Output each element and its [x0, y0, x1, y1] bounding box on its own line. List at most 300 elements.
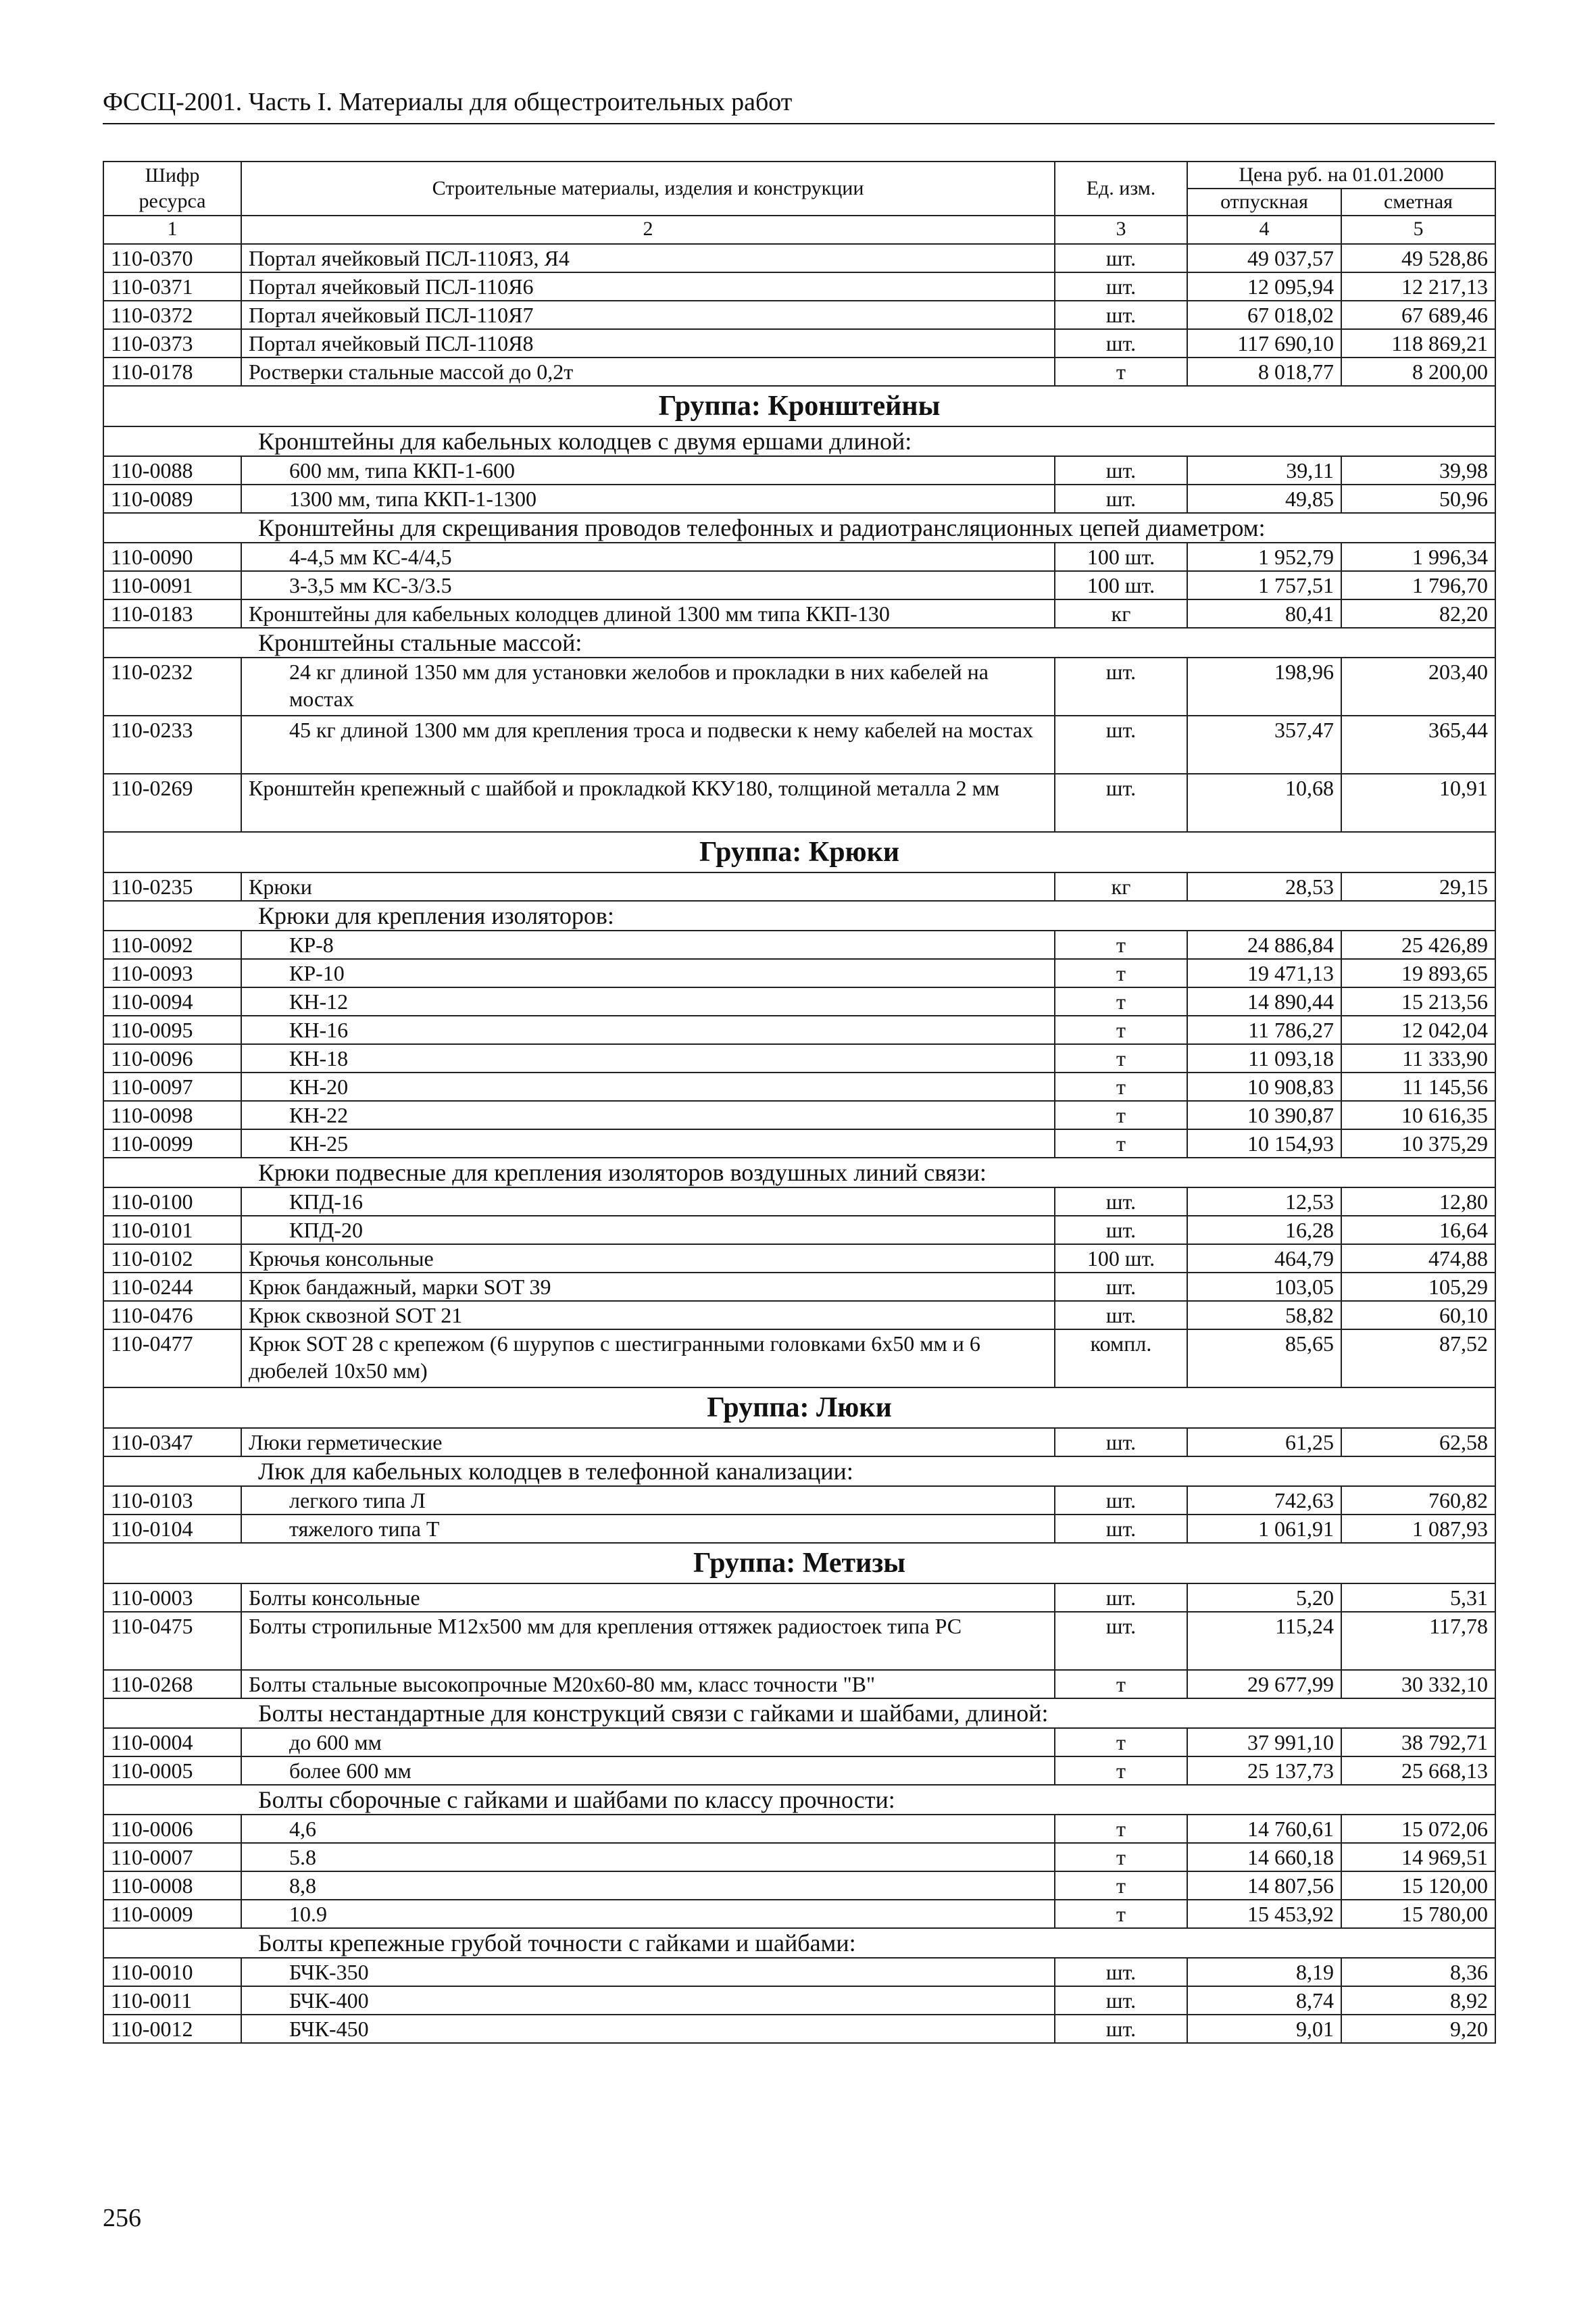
estimate-price: 10 375,29 [1341, 1129, 1495, 1158]
material-name: 5.8 [241, 1843, 1055, 1871]
group-heading-row [103, 1387, 1495, 1428]
resource-code: 110-0091 [103, 571, 241, 599]
estimate-price: 12 217,13 [1341, 272, 1495, 301]
unit-of-measure: т [1055, 1101, 1187, 1129]
release-price: 12,53 [1187, 1187, 1341, 1216]
material-name: Кронштейн крепежный с шайбой и прокладкой ККУ180, толщиной металла 2 мм [241, 774, 1055, 832]
estimate-price: 1 996,34 [1341, 543, 1495, 571]
table-row [103, 1958, 1495, 1986]
header-price-group: Цена руб. на 01.01.2000 [1187, 162, 1495, 189]
header-price-release: отпускная [1187, 189, 1341, 216]
unit-of-measure: шт. [1055, 2015, 1187, 2043]
unit-of-measure: т [1055, 1129, 1187, 1158]
material-name: Портал ячейковый ПСЛ-110Я8 [241, 329, 1055, 358]
resource-code: 110-0373 [103, 329, 241, 358]
table-row [103, 1129, 1495, 1158]
table-row [103, 599, 1495, 628]
resource-code: 110-0101 [103, 1216, 241, 1244]
estimate-price: 8,92 [1341, 1986, 1495, 2015]
material-name: БЧК-350 [241, 1958, 1055, 1986]
resource-code: 110-0011 [103, 1986, 241, 2015]
release-price: 1 061,91 [1187, 1515, 1341, 1543]
estimate-price: 1 087,93 [1341, 1515, 1495, 1543]
unit-of-measure: т [1055, 1728, 1187, 1756]
material-name: 4,6 [241, 1815, 1055, 1843]
material-name: Болты стропильные М12х500 мм для крепления оттяжек радиостоек типа РС [241, 1612, 1055, 1670]
estimate-price: 1 796,70 [1341, 571, 1495, 599]
estimate-price: 105,29 [1341, 1273, 1495, 1301]
unit-of-measure: шт. [1055, 1986, 1187, 2015]
estimate-price: 12,80 [1341, 1187, 1495, 1216]
material-name: КПД-20 [241, 1216, 1055, 1244]
table-row [103, 456, 1495, 485]
estimate-price: 38 792,71 [1341, 1728, 1495, 1756]
header-name: Строительные материалы, изделия и конструкции [241, 162, 1055, 216]
table-row [103, 1216, 1495, 1244]
estimate-price: 760,82 [1341, 1486, 1495, 1515]
resource-code: 110-0089 [103, 485, 241, 513]
unit-of-measure: т [1055, 987, 1187, 1016]
release-price: 115,24 [1187, 1612, 1341, 1670]
column-number: 2 [241, 216, 1055, 244]
table-row [103, 1044, 1495, 1073]
resource-code: 110-0097 [103, 1073, 241, 1101]
table-row [103, 1843, 1495, 1871]
header-rule [103, 123, 1495, 124]
unit-of-measure: 100 шт. [1055, 543, 1187, 571]
release-price: 61,25 [1187, 1428, 1341, 1456]
table-row [103, 1670, 1495, 1698]
material-name: Крючья консольные [241, 1244, 1055, 1273]
resource-code: 110-0268 [103, 1670, 241, 1698]
group-heading: Группа: Люки [103, 1387, 1495, 1428]
estimate-price: 15 120,00 [1341, 1871, 1495, 1900]
table-row [103, 1428, 1495, 1456]
table-row [103, 1329, 1495, 1387]
material-name: 10.9 [241, 1900, 1055, 1928]
release-price: 10 908,83 [1187, 1073, 1341, 1101]
unit-of-measure: кг [1055, 872, 1187, 901]
material-name: тяжелого типа Т [241, 1515, 1055, 1543]
unit-of-measure: 100 шт. [1055, 571, 1187, 599]
material-name: Болты консольные [241, 1583, 1055, 1612]
subgroup-heading: Болты нестандартные для конструкций связи с гайками и шайбами, длиной: [103, 1698, 1495, 1728]
release-price: 1 952,79 [1187, 543, 1341, 571]
group-heading-row [103, 386, 1495, 426]
estimate-price: 39,98 [1341, 456, 1495, 485]
estimate-price: 49 528,86 [1341, 244, 1495, 272]
estimate-price: 25 668,13 [1341, 1756, 1495, 1785]
resource-code: 110-0100 [103, 1187, 241, 1216]
unit-of-measure: шт. [1055, 1273, 1187, 1301]
resource-code: 110-0232 [103, 658, 241, 716]
material-name: до 600 мм [241, 1728, 1055, 1756]
release-price: 8 018,77 [1187, 358, 1341, 386]
column-number: 4 [1187, 216, 1341, 244]
unit-of-measure: т [1055, 1756, 1187, 1785]
unit-of-measure: т [1055, 1843, 1187, 1871]
material-name: КР-8 [241, 931, 1055, 959]
release-price: 14 890,44 [1187, 987, 1341, 1016]
estimate-price: 29,15 [1341, 872, 1495, 901]
resource-code: 110-0244 [103, 1273, 241, 1301]
release-price: 11 786,27 [1187, 1016, 1341, 1044]
resource-code: 110-0102 [103, 1244, 241, 1273]
estimate-price: 8 200,00 [1341, 358, 1495, 386]
estimate-price: 15 780,00 [1341, 1900, 1495, 1928]
resource-code: 110-0104 [103, 1515, 241, 1543]
release-price: 14 660,18 [1187, 1843, 1341, 1871]
release-price: 58,82 [1187, 1301, 1341, 1329]
release-price: 80,41 [1187, 599, 1341, 628]
page-header: ФССЦ-2001. Часть I. Материалы для общестроительных работ [103, 88, 793, 116]
estimate-price: 82,20 [1341, 599, 1495, 628]
material-name: БЧК-450 [241, 2015, 1055, 2043]
unit-of-measure: шт. [1055, 1187, 1187, 1216]
release-price: 15 453,92 [1187, 1900, 1341, 1928]
table-header-row [103, 162, 1495, 189]
unit-of-measure: шт. [1055, 1515, 1187, 1543]
unit-of-measure: шт. [1055, 1583, 1187, 1612]
unit-of-measure: т [1055, 1073, 1187, 1101]
estimate-price: 10,91 [1341, 774, 1495, 832]
release-price: 49 037,57 [1187, 244, 1341, 272]
release-price: 49,85 [1187, 485, 1341, 513]
estimate-price: 67 689,46 [1341, 301, 1495, 329]
table-row [103, 931, 1495, 959]
unit-of-measure: т [1055, 1016, 1187, 1044]
resource-code: 110-0012 [103, 2015, 241, 2043]
header-unit: Ед. изм. [1055, 162, 1187, 216]
table-row [103, 1301, 1495, 1329]
table-row [103, 1486, 1495, 1515]
material-name: 600 мм, типа ККП-1-600 [241, 456, 1055, 485]
table-row [103, 272, 1495, 301]
release-price: 12 095,94 [1187, 272, 1341, 301]
resource-code: 110-0099 [103, 1129, 241, 1158]
subgroup-heading: Кронштейны стальные массой: [103, 628, 1495, 658]
release-price: 10,68 [1187, 774, 1341, 832]
subgroup-heading-row [103, 1456, 1495, 1486]
table-row [103, 244, 1495, 272]
material-name: Крюки [241, 872, 1055, 901]
table-row [103, 2015, 1495, 2043]
material-name: КН-20 [241, 1073, 1055, 1101]
resource-code: 110-0008 [103, 1871, 241, 1900]
release-price: 29 677,99 [1187, 1670, 1341, 1698]
subgroup-heading-row [103, 1785, 1495, 1815]
column-number-row [103, 216, 1495, 244]
material-name: БЧК-400 [241, 1986, 1055, 2015]
unit-of-measure: шт. [1055, 1958, 1187, 1986]
material-name: КН-22 [241, 1101, 1055, 1129]
release-price: 25 137,73 [1187, 1756, 1341, 1785]
group-heading: Группа: Кронштейны [103, 386, 1495, 426]
release-price: 357,47 [1187, 716, 1341, 774]
release-price: 8,19 [1187, 1958, 1341, 1986]
table-row [103, 1900, 1495, 1928]
table-row [103, 1073, 1495, 1101]
unit-of-measure: шт. [1055, 716, 1187, 774]
table-row [103, 571, 1495, 599]
table-row [103, 1515, 1495, 1543]
release-price: 198,96 [1187, 658, 1341, 716]
resource-code: 110-0347 [103, 1428, 241, 1456]
release-price: 11 093,18 [1187, 1044, 1341, 1073]
resource-code: 110-0233 [103, 716, 241, 774]
resource-code: 110-0095 [103, 1016, 241, 1044]
table-row [103, 1583, 1495, 1612]
table-row [103, 1244, 1495, 1273]
resource-code: 110-0371 [103, 272, 241, 301]
table-row [103, 543, 1495, 571]
release-price: 37 991,10 [1187, 1728, 1341, 1756]
table-row [103, 1187, 1495, 1216]
material-name: КН-25 [241, 1129, 1055, 1158]
unit-of-measure: компл. [1055, 1329, 1187, 1387]
material-name: КН-18 [241, 1044, 1055, 1073]
unit-of-measure: шт. [1055, 1428, 1187, 1456]
estimate-price: 15 213,56 [1341, 987, 1495, 1016]
table-row [103, 1986, 1495, 2015]
resource-code: 110-0475 [103, 1612, 241, 1670]
table-row [103, 987, 1495, 1016]
release-price: 1 757,51 [1187, 571, 1341, 599]
subgroup-heading: Крюки подвесные для крепления изоляторов воздушных линий связи: [103, 1158, 1495, 1187]
unit-of-measure: шт. [1055, 1216, 1187, 1244]
material-name: 3-3,5 мм КС-3/3.5 [241, 571, 1055, 599]
unit-of-measure: шт. [1055, 658, 1187, 716]
unit-of-measure: шт. [1055, 1301, 1187, 1329]
subgroup-heading-row [103, 513, 1495, 543]
estimate-price: 365,44 [1341, 716, 1495, 774]
resource-code: 110-0010 [103, 1958, 241, 1986]
table-row [103, 485, 1495, 513]
material-name: Портал ячейковый ПСЛ-110Я7 [241, 301, 1055, 329]
column-number: 5 [1341, 216, 1495, 244]
estimate-price: 15 072,06 [1341, 1815, 1495, 1843]
resource-code: 110-0006 [103, 1815, 241, 1843]
resource-code: 110-0004 [103, 1728, 241, 1756]
subgroup-heading-row [103, 628, 1495, 658]
material-name: 24 кг длиной 1350 мм для установки желобов и прокладки в них кабелей на мостах [241, 658, 1055, 716]
table-row [103, 301, 1495, 329]
table-row [103, 1612, 1495, 1670]
release-price: 39,11 [1187, 456, 1341, 485]
column-number: 3 [1055, 216, 1187, 244]
release-price: 464,79 [1187, 1244, 1341, 1273]
table-row [103, 658, 1495, 716]
estimate-price: 117,78 [1341, 1612, 1495, 1670]
estimate-price: 60,10 [1341, 1301, 1495, 1329]
material-name: Портал ячейковый ПСЛ-110Я3, Я4 [241, 244, 1055, 272]
group-heading: Группа: Метизы [103, 1543, 1495, 1583]
release-price: 85,65 [1187, 1329, 1341, 1387]
estimate-price: 19 893,65 [1341, 959, 1495, 987]
subgroup-heading: Болты крепежные грубой точности с гайками и шайбами: [103, 1928, 1495, 1958]
unit-of-measure: шт. [1055, 329, 1187, 358]
estimate-price: 10 616,35 [1341, 1101, 1495, 1129]
unit-of-measure: 100 шт. [1055, 1244, 1187, 1273]
table-row [103, 1871, 1495, 1900]
subgroup-heading: Болты сборочные с гайками и шайбами по классу прочности: [103, 1785, 1495, 1815]
resource-code: 110-0098 [103, 1101, 241, 1129]
unit-of-measure: шт. [1055, 1612, 1187, 1670]
resource-code: 110-0005 [103, 1756, 241, 1785]
release-price: 103,05 [1187, 1273, 1341, 1301]
material-name: более 600 мм [241, 1756, 1055, 1785]
price-table [103, 161, 1496, 2044]
subgroup-heading-row [103, 1698, 1495, 1728]
table-row [103, 358, 1495, 386]
unit-of-measure: шт. [1055, 301, 1187, 329]
unit-of-measure: т [1055, 358, 1187, 386]
material-name: Крюк SOT 28 с крепежом (6 шурупов с шестигранными головками 6х50 мм и 6 дюбелей 10х50 мм) [241, 1329, 1055, 1387]
unit-of-measure: т [1055, 1815, 1187, 1843]
material-name: Ростверки стальные массой до 0,2т [241, 358, 1055, 386]
unit-of-measure: т [1055, 1044, 1187, 1073]
estimate-price: 203,40 [1341, 658, 1495, 716]
release-price: 10 154,93 [1187, 1129, 1341, 1158]
estimate-price: 474,88 [1341, 1244, 1495, 1273]
group-heading-row [103, 1543, 1495, 1583]
estimate-price: 11 145,56 [1341, 1073, 1495, 1101]
resource-code: 110-0235 [103, 872, 241, 901]
table-row [103, 1728, 1495, 1756]
material-name: легкого типа Л [241, 1486, 1055, 1515]
estimate-price: 5,31 [1341, 1583, 1495, 1612]
subgroup-heading: Кронштейны для кабельных колодцев с двумя ершами длиной: [103, 426, 1495, 456]
table-row [103, 959, 1495, 987]
release-price: 117 690,10 [1187, 329, 1341, 358]
estimate-price: 9,20 [1341, 2015, 1495, 2043]
release-price: 14 760,61 [1187, 1815, 1341, 1843]
resource-code: 110-0092 [103, 931, 241, 959]
resource-code: 110-0477 [103, 1329, 241, 1387]
release-price: 8,74 [1187, 1986, 1341, 2015]
material-name: Портал ячейковый ПСЛ-110Я6 [241, 272, 1055, 301]
unit-of-measure: т [1055, 931, 1187, 959]
resource-code: 110-0094 [103, 987, 241, 1016]
estimate-price: 30 332,10 [1341, 1670, 1495, 1698]
header-price-estimate: сметная [1341, 189, 1495, 216]
unit-of-measure: шт. [1055, 244, 1187, 272]
page-number: 256 [103, 2204, 141, 2232]
release-price: 16,28 [1187, 1216, 1341, 1244]
release-price: 28,53 [1187, 872, 1341, 901]
group-heading: Группа: Крюки [103, 832, 1495, 872]
material-name: Люки герметические [241, 1428, 1055, 1456]
estimate-price: 87,52 [1341, 1329, 1495, 1387]
table-row [103, 1273, 1495, 1301]
subgroup-heading-row [103, 1158, 1495, 1187]
unit-of-measure: шт. [1055, 485, 1187, 513]
unit-of-measure: шт. [1055, 456, 1187, 485]
release-price: 9,01 [1187, 2015, 1341, 2043]
material-name: 1300 мм, типа ККП-1-1300 [241, 485, 1055, 513]
resource-code: 110-0476 [103, 1301, 241, 1329]
table-row [103, 1756, 1495, 1785]
table-row [103, 716, 1495, 774]
estimate-price: 62,58 [1341, 1428, 1495, 1456]
estimate-price: 14 969,51 [1341, 1843, 1495, 1871]
estimate-price: 118 869,21 [1341, 329, 1495, 358]
release-price: 19 471,13 [1187, 959, 1341, 987]
release-price: 10 390,87 [1187, 1101, 1341, 1129]
subgroup-heading-row [103, 1928, 1495, 1958]
unit-of-measure: т [1055, 1670, 1187, 1698]
unit-of-measure: шт. [1055, 1486, 1187, 1515]
table-row [103, 1016, 1495, 1044]
estimate-price: 8,36 [1341, 1958, 1495, 1986]
resource-code: 110-0178 [103, 358, 241, 386]
material-name: 8,8 [241, 1871, 1055, 1900]
material-name: Крюк сквозной SOT 21 [241, 1301, 1055, 1329]
subgroup-heading-row [103, 426, 1495, 456]
material-name: Кронштейны для кабельных колодцев длиной 1300 мм типа ККП-130 [241, 599, 1055, 628]
material-name: 4-4,5 мм КС-4/4,5 [241, 543, 1055, 571]
resource-code: 110-0088 [103, 456, 241, 485]
resource-code: 110-0003 [103, 1583, 241, 1612]
material-name: 45 кг длиной 1300 мм для крепления троса и подвески к нему кабелей на мостах [241, 716, 1055, 774]
unit-of-measure: шт. [1055, 774, 1187, 832]
group-heading-row [103, 832, 1495, 872]
release-price: 14 807,56 [1187, 1871, 1341, 1900]
subgroup-heading: Крюки для крепления изоляторов: [103, 901, 1495, 931]
material-name: КР-10 [241, 959, 1055, 987]
estimate-price: 11 333,90 [1341, 1044, 1495, 1073]
estimate-price: 50,96 [1341, 485, 1495, 513]
unit-of-measure: т [1055, 1871, 1187, 1900]
unit-of-measure: шт. [1055, 272, 1187, 301]
estimate-price: 25 426,89 [1341, 931, 1495, 959]
material-name: КН-12 [241, 987, 1055, 1016]
resource-code: 110-0090 [103, 543, 241, 571]
release-price: 742,63 [1187, 1486, 1341, 1515]
resource-code: 110-0183 [103, 599, 241, 628]
table-row [103, 774, 1495, 832]
material-name: КПД-16 [241, 1187, 1055, 1216]
resource-code: 110-0269 [103, 774, 241, 832]
resource-code: 110-0007 [103, 1843, 241, 1871]
material-name: КН-16 [241, 1016, 1055, 1044]
resource-code: 110-0009 [103, 1900, 241, 1928]
release-price: 67 018,02 [1187, 301, 1341, 329]
resource-code: 110-0096 [103, 1044, 241, 1073]
subgroup-heading: Люк для кабельных колодцев в телефонной канализации: [103, 1456, 1495, 1486]
subgroup-heading: Кронштейны для скрещивания проводов телефонных и радиотрансляционных цепей диаметром: [103, 513, 1495, 543]
unit-of-measure: кг [1055, 599, 1187, 628]
estimate-price: 16,64 [1341, 1216, 1495, 1244]
table-row [103, 1101, 1495, 1129]
column-number: 1 [103, 216, 241, 244]
unit-of-measure: т [1055, 1900, 1187, 1928]
resource-code: 110-0103 [103, 1486, 241, 1515]
table-row [103, 872, 1495, 901]
release-price: 5,20 [1187, 1583, 1341, 1612]
resource-code: 110-0372 [103, 301, 241, 329]
price-table-body [103, 162, 1495, 2043]
resource-code: 110-0370 [103, 244, 241, 272]
table-row [103, 329, 1495, 358]
table-row [103, 1815, 1495, 1843]
material-name: Крюк бандажный, марки SOT 39 [241, 1273, 1055, 1301]
release-price: 24 886,84 [1187, 931, 1341, 959]
material-name: Болты стальные высокопрочные М20х60-80 мм, класс точности "В" [241, 1670, 1055, 1698]
unit-of-measure: т [1055, 959, 1187, 987]
header-code: Шифр ресурса [103, 162, 241, 216]
estimate-price: 12 042,04 [1341, 1016, 1495, 1044]
